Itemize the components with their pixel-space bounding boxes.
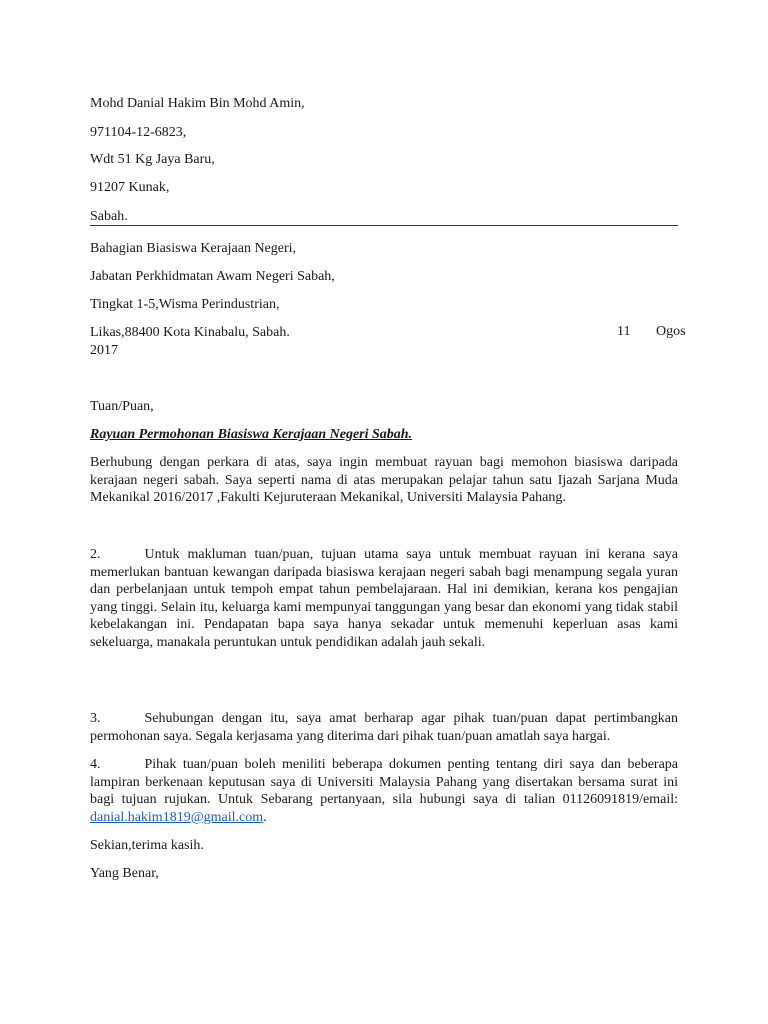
email-link[interactable]: danial.hakim1819@gmail.com — [90, 809, 264, 825]
letter-date: 11 Ogos — [617, 324, 686, 339]
paragraph-2-number: 2. — [90, 547, 101, 562]
paragraph-3 — [90, 710, 678, 745]
letter-date-year: 2017 — [90, 343, 118, 358]
recipient-line-2: Jabatan Perkhidmatan Awam Negeri Sabah, — [90, 269, 335, 284]
paragraph-3-number: 3. — [90, 711, 101, 726]
paragraph-4 — [90, 756, 678, 826]
paragraph-1-text: Berhubung dengan perkara di atas, saya ingin membuat rayuan bagi memohon biasiswa daripada kerajaan negeri sabah. Saya seperti nama di atas merupakan pelajar tahun satu Ijazah Sarjana Muda Mekanikal 2016/2017 ,Fakulti Kejuruteraan Mekanikal, Universiti Malaysia Pahang. — [90, 455, 678, 505]
header-divider — [90, 225, 678, 226]
paragraph-1 — [90, 454, 678, 507]
sender-name: Mohd Danial Hakim Bin Mohd Amin, — [90, 96, 305, 111]
closing-thanks: Sekian,terima kasih. — [90, 838, 204, 853]
paragraph-3-text: Sehubungan dengan itu, saya amat berharap agar pihak tuan/puan dapat pertimbangkan permohonan saya. Segala kerjasama yang diterima dari pihak tuan/puan amatlah saya hargai. — [90, 711, 678, 744]
sign-off: Yang Benar, — [90, 866, 159, 881]
sender-address-line-2: 91207 Kunak, — [90, 180, 170, 195]
paragraph-2 — [90, 546, 678, 651]
sender-state: Sabah. — [90, 209, 128, 224]
recipient-line-3: Tingkat 1-5,Wisma Perindustrian, — [90, 297, 280, 312]
letter-subject: Rayuan Permohonan Biasiswa Kerajaan Negeri Sabah. — [90, 427, 413, 442]
recipient-line-1: Bahagian Biasiswa Kerajaan Negeri, — [90, 241, 297, 256]
paragraph-4-text: Pihak tuan/puan boleh meniliti beberapa dokumen penting tentang diri saya dan beberapa lampiran berkenaan keputusan saya di Universiti Malaysia Pahang yang disertakan bersama surat ini bagi tujuan rujukan. Untuk Sebarang pertanyaan, sila hubungi saya di talian 01126091819/email: — [90, 757, 678, 807]
paragraph-2-text: Untuk makluman tuan/puan, tujuan utama saya untuk membuat rayuan ini kerana saya memerlukan bantuan kewangan daripada biasiswa kerajaan negeri sabah bagi menampung segala yuran dan perbelanjaan untuk tempoh empat tahun pembelajaraan. Hal ini demikian, kerana kos pengajian yang tinggi. Selain itu, keluarga kami mempunyai tanggungan yang besar dan ekonomi yang tidak stabil kebelakangan ini. Pendapatan bapa saya hanya sekadar untuk memenuhi keperluan asas kami sekeluarga, manakala peruntukan untuk pendidikan adalah jauh sekali. — [90, 547, 678, 650]
salutation: Tuan/Puan, — [90, 399, 154, 414]
sender-ic-number: 971104-12-6823, — [90, 125, 187, 140]
paragraph-4-number: 4. — [90, 757, 101, 772]
recipient-line-4: Likas,88400 Kota Kinabalu, Sabah. — [90, 325, 290, 340]
sender-address-line-1: Wdt 51 Kg Jaya Baru, — [90, 152, 215, 167]
paragraph-4-end: . — [263, 809, 267, 825]
